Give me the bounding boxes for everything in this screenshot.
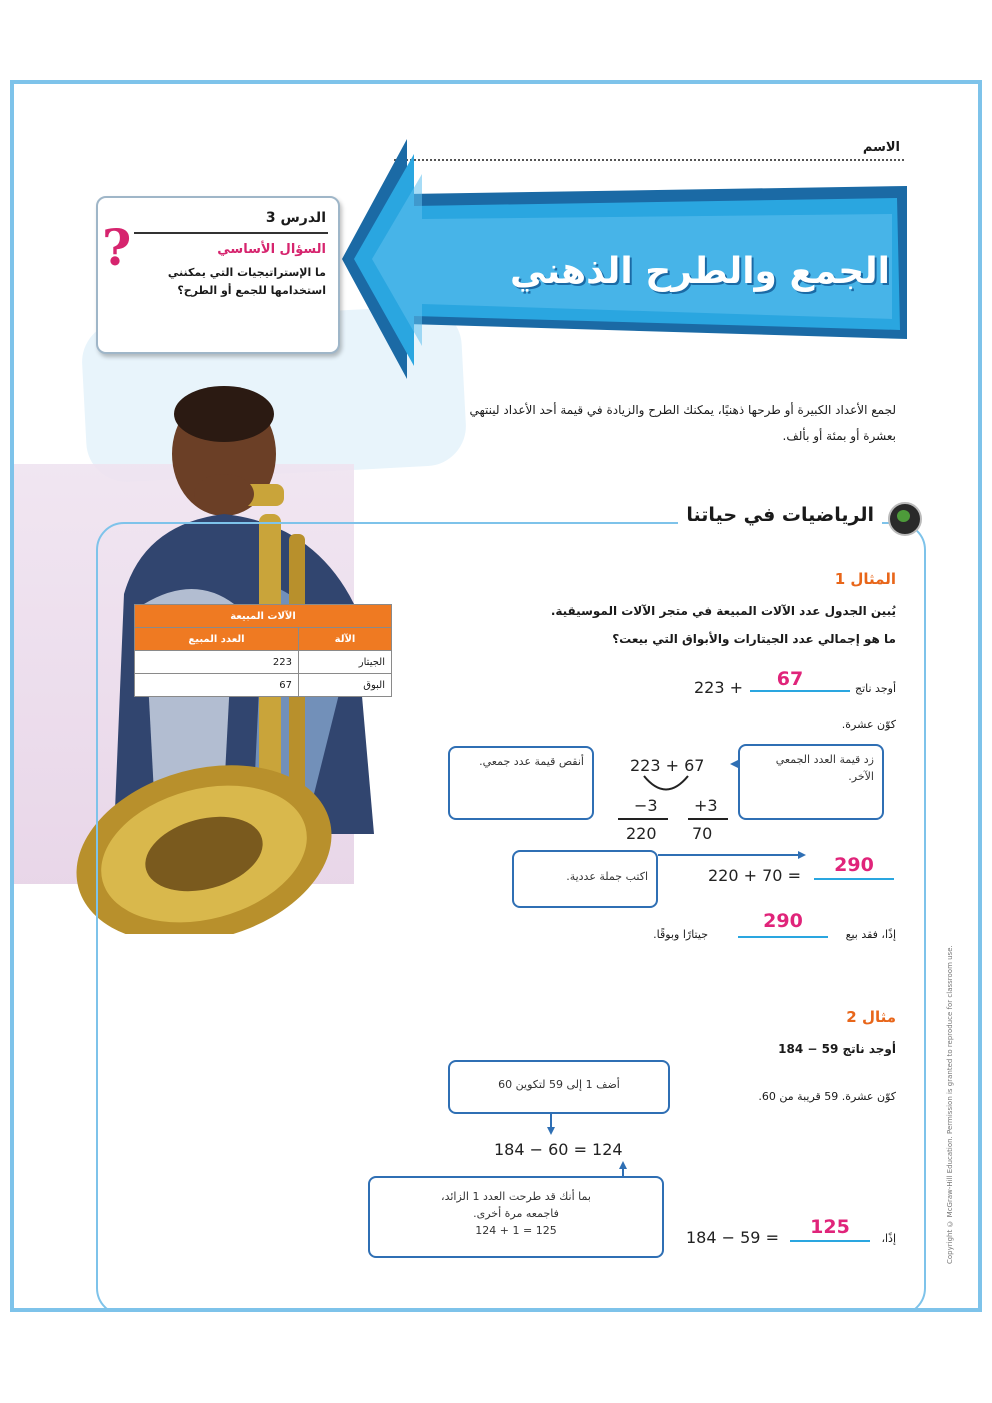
page-title: الجمع والطرح الذهني [510,251,890,292]
example1-conclusion-prefix: إذًا، فقد بيع [845,928,896,941]
example2-equation: 184 − 60 = 124 [494,1140,623,1159]
callout-note-line2: فاجمعه مرة أخرى. [473,1207,559,1220]
callout-decrease-addend: أنقص قيمة عدد جمعي. [448,746,594,820]
example1-title: المثال 1 [834,570,896,588]
title-banner [332,134,912,384]
essential-question-text: ما الإستراتيجيات التي يمكنني استخدامها للجمع أو الطرح؟ [167,266,326,297]
lesson-card [96,196,340,354]
table-cell-instrument: البوق [298,674,391,697]
essential-question-title: السؤال الأساسي [217,242,326,257]
callout-note-line3: 124 + 1 = 125 [475,1224,557,1237]
table-header-instrument: الآلة [298,628,391,651]
worksheet-page [10,80,982,1312]
name-label: الاسم [862,140,900,155]
callout-add-one: أضف 1 إلى 59 لتكوين 60 [448,1060,670,1114]
example1-problem-line1: يُبين الجدول عدد الآلات المبيعة في متجر الآلات الموسيقية. [550,604,896,618]
example2-title: مثال 2 [846,1008,896,1026]
arrow-to-sum [658,848,808,862]
intro-paragraph: لجمع الأعداد الكبيرة أو طرحها ذهنيًا، يمكنك الطرح والزيادة في قيمة أحد الأعداد لينتهي بعشرة أو بمئة أو بألف. [469,403,896,443]
answer-line [750,690,850,692]
divider [618,818,668,820]
example2-final-prefix: إذًا، [881,1232,896,1245]
example1-problem-line2: ما هو إجمالي عدد الجيتارات والأبواق التي بيعت؟ [612,632,896,646]
example1-find-label: أوجد ناتج [854,682,896,695]
example2-find: أوجد ناتج 59 − 184 [778,1042,896,1056]
question-mark-icon: ? [102,218,132,277]
answer-line [814,878,894,880]
lesson-number: الدرس 3 [265,210,326,226]
callout-increase-addend: زد قيمة العدد الجمعي الآخر. [738,744,884,820]
example1-result-right: 70 [692,824,713,843]
table-cell-count: 223 [135,651,299,674]
example1-conclusion-suffix: جيتارًا وبوقًا. [653,928,708,941]
table-caption: الآلات المبيعة [135,605,392,628]
example1-find-answer[interactable]: 67 [776,668,804,690]
example2-final-expr: 184 − 59 = [686,1228,779,1247]
table-header-count: العدد المبيع [135,628,299,651]
example1-sum-answer[interactable]: 290 [834,854,874,876]
callout-write-sentence: اكتب جملة عددية. [512,850,658,908]
example1-add-right: +3 [694,796,718,815]
copyright-side-note: Copyright © McGraw-Hill Education. Permission is granted to reproduce for classroom use. [946,945,954,1264]
table-cell-instrument: الجيتار [298,651,391,674]
example1-conclusion-answer[interactable]: 290 [763,910,803,932]
example2-step-label: كوّن عشرة. 59 قريبة من 60. [758,1090,896,1103]
example2-final-answer[interactable]: 125 [810,1216,850,1238]
answer-line [738,936,828,938]
callout-note-line1: بما أنك قد طرحت العدد 1 الزائد، [441,1190,591,1203]
answer-line [790,1240,870,1242]
example1-result-left: 220 [626,824,657,843]
divider [688,818,728,820]
section-title: الرياضيات في حياتنا [678,504,882,526]
example1-sub-left: −3 [634,796,658,815]
callout-add-back [368,1176,664,1258]
example1-find-expr: 223 + [694,678,744,697]
example1-expr-top: 223 + 67 [630,756,705,775]
example1-sum-expr: 220 + 70 = [708,866,801,885]
example1-step-label: كوّن عشرة. [841,718,896,731]
table-cell-count: 67 [135,674,299,697]
divider [134,232,328,234]
globe-icon [888,502,922,536]
arrow-down [544,1114,558,1136]
